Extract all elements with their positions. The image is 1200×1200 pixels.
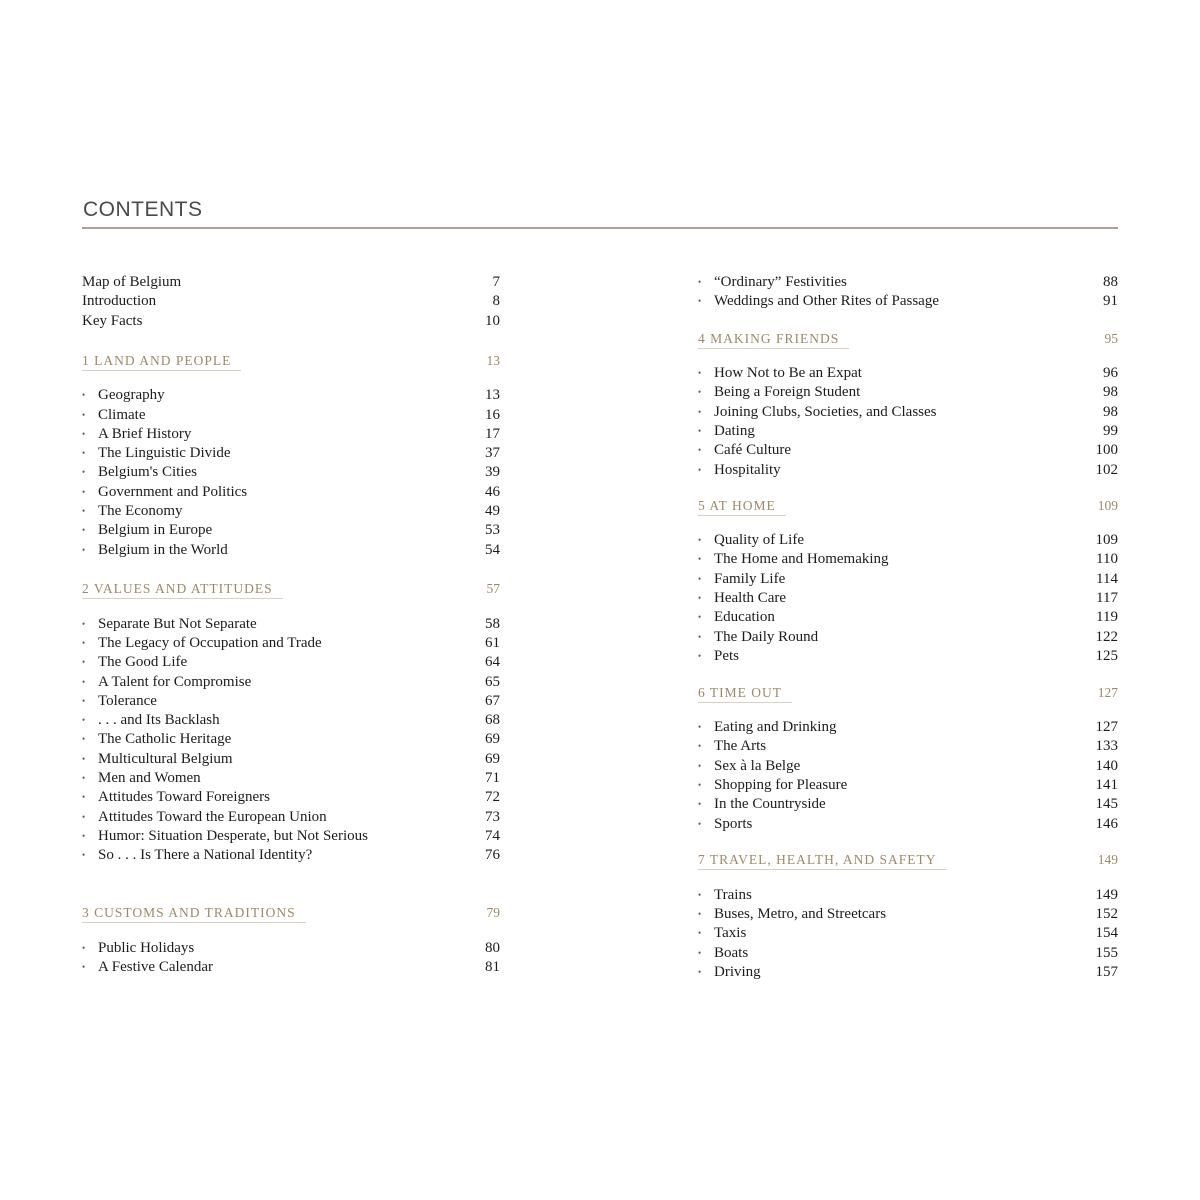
page-number: 81 (485, 959, 500, 975)
page-number: 67 (485, 693, 500, 709)
toc-entry-title: Attitudes Toward the European Union (98, 809, 327, 825)
chapter-title: 2 VALUES AND ATTITUDES (82, 579, 283, 599)
toc-entry-title: A Talent for Compromise (98, 674, 252, 690)
bullet-icon: • (82, 831, 86, 841)
toc-entry-title: Men and Women (98, 770, 201, 786)
page-number: 46 (485, 484, 500, 500)
toc-entry-title: Health Care (714, 590, 787, 606)
toc-entry (698, 924, 1118, 943)
page-number: 95 (1104, 331, 1118, 346)
page-number: 149 (1097, 852, 1118, 867)
toc-entry (82, 444, 500, 463)
toc-entry (698, 608, 1118, 627)
toc-entry (698, 570, 1118, 589)
bullet-icon: • (698, 535, 702, 545)
toc-chapter-heading (82, 579, 500, 599)
page-number: 155 (1095, 945, 1118, 961)
page-number: 141 (1095, 777, 1118, 793)
toc-entry-title: Separate But Not Separate (98, 616, 257, 632)
toc-entry (82, 406, 500, 425)
chapter-label-wrap (698, 850, 1098, 870)
page-number: 114 (1096, 571, 1118, 587)
toc-entry-title: Introduction (82, 293, 157, 309)
chapter-label-wrap (698, 329, 1105, 349)
page-number: 10 (485, 313, 500, 329)
toc-entry-title: Pets (714, 648, 740, 664)
toc-entry (698, 589, 1118, 608)
page-number: 109 (1095, 532, 1118, 548)
bullet-icon: • (82, 850, 86, 860)
toc-entry-title: Taxis (714, 925, 747, 941)
toc-entry-title: The Good Life (98, 654, 188, 670)
page-number: 79 (486, 905, 500, 920)
page-number: 100 (1095, 442, 1118, 458)
page-number: 96 (1103, 365, 1118, 381)
bullet-icon: • (698, 574, 702, 584)
page-number: 71 (485, 770, 500, 786)
toc-entry (698, 403, 1118, 422)
bullet-icon: • (698, 296, 702, 306)
toc-entry-title: Belgium in the World (98, 542, 228, 558)
page-number: 69 (485, 731, 500, 747)
toc-entry (82, 788, 500, 807)
toc-entry (82, 386, 500, 405)
page-number: 68 (485, 712, 500, 728)
bullet-icon: • (698, 948, 702, 958)
toc-entry-title: Driving (714, 964, 761, 980)
page-number: 37 (485, 445, 500, 461)
toc-entry-title: The Linguistic Divide (98, 445, 231, 461)
toc-entry-title: So . . . Is There a National Identity? (98, 847, 313, 863)
toc-entry-title: Being a Foreign Student (714, 384, 861, 400)
bullet-icon: • (698, 928, 702, 938)
page-number: 91 (1103, 293, 1118, 309)
toc-entry-title: Government and Politics (98, 484, 248, 500)
toc-entry (698, 757, 1118, 776)
toc-entry-title: Buses, Metro, and Streetcars (714, 906, 887, 922)
toc-entry-title: Tolerance (98, 693, 157, 709)
chapter-title: 6 TIME OUT (698, 683, 792, 703)
bullet-icon: • (82, 506, 86, 516)
bullet-icon: • (698, 387, 702, 397)
page-number: 80 (485, 940, 500, 956)
toc-entry (698, 628, 1118, 647)
page-number: 61 (485, 635, 500, 651)
page-number: 17 (485, 426, 500, 442)
toc-entry-title: Eating and Drinking (714, 719, 837, 735)
toc-entry-title: Shopping for Pleasure (714, 777, 848, 793)
toc-entry (698, 383, 1118, 402)
toc-entry (82, 653, 500, 672)
toc-entry (82, 711, 500, 730)
bullet-icon: • (698, 593, 702, 603)
page-number: 69 (485, 751, 500, 767)
toc-entry (82, 463, 500, 482)
toc-entry-title: Education (714, 609, 775, 625)
chapter-title: 3 CUSTOMS AND TRADITIONS (82, 903, 306, 923)
toc-entry (698, 273, 1118, 292)
toc-entry-title: Quality of Life (714, 532, 804, 548)
toc-entry (82, 808, 500, 827)
chapter-title: 4 MAKING FRIENDS (698, 329, 849, 349)
page-number: 57 (486, 581, 500, 596)
page-number: 133 (1095, 738, 1118, 754)
toc-entry-title: The Home and Homemaking (714, 551, 889, 567)
page-number: 127 (1097, 685, 1118, 700)
chapter-label-wrap (82, 903, 487, 923)
toc-entry (698, 531, 1118, 550)
toc-entry (82, 541, 500, 560)
toc-entry (698, 718, 1118, 737)
page-number: 102 (1095, 462, 1118, 478)
page-number: 109 (1097, 498, 1118, 513)
toc-entry (82, 273, 500, 292)
bullet-icon: • (698, 554, 702, 564)
bullet-icon: • (698, 967, 702, 977)
chapter-label-wrap (698, 683, 1098, 703)
page-number: 149 (1095, 887, 1118, 903)
toc-entry (698, 647, 1118, 666)
toc-entry-title: Key Facts (82, 313, 143, 329)
toc-entry (698, 550, 1118, 569)
chapter-title: 1 LAND AND PEOPLE (82, 351, 241, 371)
bullet-icon: • (82, 696, 86, 706)
toc-entry-title: . . . and Its Backlash (98, 712, 220, 728)
toc-entry (82, 846, 500, 865)
toc-entry (82, 292, 500, 311)
toc-entry (698, 776, 1118, 795)
bullet-icon: • (82, 792, 86, 802)
toc-entry-title: Family Life (714, 571, 786, 587)
bullet-icon: • (82, 525, 86, 535)
bullet-icon: • (698, 651, 702, 661)
toc-entry-title: Belgium's Cities (98, 464, 197, 480)
toc-entry (698, 461, 1118, 480)
toc-chapter-heading (698, 496, 1118, 516)
page-number: 98 (1103, 384, 1118, 400)
toc-entry-title: Sex à la Belge (714, 758, 801, 774)
bullet-icon: • (698, 909, 702, 919)
bullet-icon: • (698, 445, 702, 455)
toc-entry (82, 769, 500, 788)
toc-entry (82, 673, 500, 692)
toc-entry (698, 963, 1118, 982)
page-number: 122 (1095, 629, 1118, 645)
toc-entry-title: Café Culture (714, 442, 792, 458)
page-number: 110 (1096, 551, 1118, 567)
toc-entry (698, 905, 1118, 924)
bullet-icon: • (82, 619, 86, 629)
bullet-icon: • (82, 754, 86, 764)
toc-chapter-heading (698, 329, 1118, 349)
page-number: 117 (1096, 590, 1118, 606)
page-number: 125 (1095, 648, 1118, 664)
toc-entry (698, 944, 1118, 963)
bullet-icon: • (698, 722, 702, 732)
bullet-icon: • (82, 448, 86, 458)
toc-entry-title: The Catholic Heritage (98, 731, 232, 747)
page-number: 13 (486, 353, 500, 368)
toc-chapter-heading (698, 683, 1118, 703)
bullet-icon: • (82, 962, 86, 972)
page-number: 145 (1095, 796, 1118, 812)
page-number: 54 (485, 542, 500, 558)
page-number: 7 (492, 274, 500, 290)
toc-entry-title: Climate (98, 407, 146, 423)
chapter-label-wrap (82, 351, 487, 371)
page-number: 8 (492, 293, 500, 309)
page-title: CONTENTS (83, 198, 203, 221)
bullet-icon: • (698, 632, 702, 642)
bullet-icon: • (82, 467, 86, 477)
toc-entry-title: Dating (714, 423, 755, 439)
page-number: 157 (1095, 964, 1118, 980)
page-number: 13 (485, 387, 500, 403)
bullet-icon: • (82, 677, 86, 687)
page-number: 49 (485, 503, 500, 519)
bullet-icon: • (82, 429, 86, 439)
bullet-icon: • (698, 465, 702, 475)
toc-entry (82, 827, 500, 846)
toc-entry (698, 292, 1118, 311)
bullet-icon: • (698, 368, 702, 378)
toc-entry (82, 939, 500, 958)
bullet-icon: • (698, 407, 702, 417)
toc-entry-title: Public Holidays (98, 940, 195, 956)
bullet-icon: • (82, 410, 86, 420)
toc-entry (82, 521, 500, 540)
toc-entry (698, 737, 1118, 756)
toc-entry (698, 441, 1118, 460)
toc-entry-title: Hospitality (714, 462, 781, 478)
bullet-icon: • (82, 545, 86, 555)
toc-entry-title: Geography (98, 387, 165, 403)
toc-entry (698, 815, 1118, 834)
title-rule (82, 227, 1118, 229)
toc-entry (82, 502, 500, 521)
toc-entry-title: The Economy (98, 503, 183, 519)
chapter-label-wrap (82, 579, 487, 599)
toc-entry-title: The Daily Round (714, 629, 819, 645)
bullet-icon: • (698, 799, 702, 809)
bullet-icon: • (82, 943, 86, 953)
toc-chapter-heading (82, 903, 500, 923)
toc-entry (82, 958, 500, 977)
toc-entry-title: Humor: Situation Desperate, but Not Serious (98, 828, 368, 844)
page-number: 119 (1096, 609, 1118, 625)
toc-entry (82, 730, 500, 749)
toc-entry-title: Attitudes Toward Foreigners (98, 789, 270, 805)
toc-entry (698, 886, 1118, 905)
bullet-icon: • (698, 277, 702, 287)
bullet-icon: • (82, 390, 86, 400)
bullet-icon: • (82, 773, 86, 783)
toc-entry-title: Trains (714, 887, 752, 903)
bullet-icon: • (82, 734, 86, 744)
toc-entry-title: Weddings and Other Rites of Passage (714, 293, 939, 309)
page-number: 146 (1095, 816, 1118, 832)
page-number: 73 (485, 809, 500, 825)
toc-entry (82, 692, 500, 711)
toc-entry-title: Map of Belgium (82, 274, 182, 290)
toc-entry-title: Sports (714, 816, 753, 832)
toc-entry-title: Joining Clubs, Societies, and Classes (714, 404, 937, 420)
page-number: 152 (1095, 906, 1118, 922)
bullet-icon: • (82, 657, 86, 667)
page-number: 72 (485, 789, 500, 805)
page-number: 16 (485, 407, 500, 423)
chapter-title: 7 TRAVEL, HEALTH, AND SAFETY (698, 850, 947, 870)
bullet-icon: • (82, 715, 86, 725)
page-number: 39 (485, 464, 500, 480)
toc-entry (698, 422, 1118, 441)
bullet-icon: • (698, 819, 702, 829)
page-number: 88 (1103, 274, 1118, 290)
toc-entry-title: Boats (714, 945, 749, 961)
page-number: 140 (1095, 758, 1118, 774)
bullet-icon: • (698, 890, 702, 900)
toc-entry-title: Belgium in Europe (98, 522, 213, 538)
bullet-icon: • (698, 741, 702, 751)
bullet-icon: • (698, 780, 702, 790)
chapter-label-wrap (698, 496, 1098, 516)
toc-entry-title: In the Countryside (714, 796, 826, 812)
page-number: 76 (485, 847, 500, 863)
toc-entry (82, 750, 500, 769)
page-number: 65 (485, 674, 500, 690)
page-number: 58 (485, 616, 500, 632)
toc-entry (82, 615, 500, 634)
toc-entry (82, 425, 500, 444)
toc-entry-title: How Not to Be an Expat (714, 365, 862, 381)
toc-entry (698, 364, 1118, 383)
bullet-icon: • (82, 812, 86, 822)
toc-entry-title: Multicultural Belgium (98, 751, 233, 767)
toc-chapter-heading (82, 351, 500, 371)
toc-entry-title: A Brief History (98, 426, 192, 442)
toc-entry (698, 795, 1118, 814)
toc-entry (82, 312, 500, 331)
page-number: 154 (1095, 925, 1118, 941)
bullet-icon: • (698, 426, 702, 436)
bullet-icon: • (698, 761, 702, 771)
bullet-icon: • (698, 612, 702, 622)
toc-chapter-heading (698, 850, 1118, 870)
bullet-icon: • (82, 638, 86, 648)
page-number: 127 (1095, 719, 1118, 735)
bullet-icon: • (82, 487, 86, 497)
toc-entry-title: A Festive Calendar (98, 959, 213, 975)
page-number: 74 (485, 828, 500, 844)
toc-entry-title: “Ordinary” Festivities (714, 274, 847, 290)
toc-entry-title: The Legacy of Occupation and Trade (98, 635, 322, 651)
toc-entry (82, 634, 500, 653)
chapter-title: 5 AT HOME (698, 496, 786, 516)
toc-entry-title: The Arts (714, 738, 767, 754)
page-number: 98 (1103, 404, 1118, 420)
toc-entry (82, 483, 500, 502)
page-number: 53 (485, 522, 500, 538)
page-number: 64 (485, 654, 500, 670)
page-number: 99 (1103, 423, 1118, 439)
